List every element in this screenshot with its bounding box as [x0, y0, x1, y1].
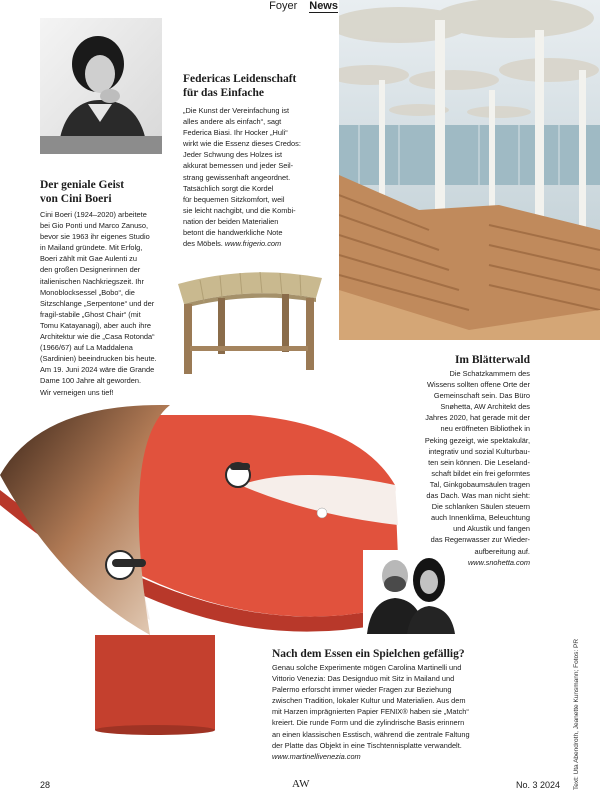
library-text: Die Schatzkammern des Wissens sollten offene Orte der Gemeinschaft sein. Das Büro Snøhetta, AW Architekt des Jahres 2020, hat gerade mit der neu eröffneten Bibliothek in Peking gezeigt, wie spektakulär, integrativ und sozial Kulturbau- ten sein können. Die Leseland- schaft bildet ein frei geformtes Tal, Ginkgobaumsäulen tragen das Dach. Was man nicht sieht: Die schlanken Säulen steuern auch Innenklima, Beleuchtung und Akustik und fangen das Regenwasser zur Wieder- aufbereitung auf.: [424, 369, 530, 556]
essen-link[interactable]: www.martinellivenezia.com: [272, 751, 361, 761]
library-interior-photo: [339, 0, 600, 340]
essen-text: Genau solche Experimente mögen Carolina Martinelli und Vittorio Venezia: Das Designduo mit Sitz in Mailand und Palermo erforscht immer wieder Fragen zur Beziehung zwischen Tradition, lokaler Kultur und Materialien. Aus dem mit Harzen imprägnierten Papier FENIX® haben sie „Match“ kreiert. Die runde Form und die zylindrische Basis erinnern an einen klassischen Esstisch, während die zentrale Faltung der Platte das Objekt in eine Tischtennisplatte verwandelt.: [272, 663, 470, 750]
frigerio-heading: Federicas Leidenschaft für das Einfache: [183, 73, 297, 99]
boeri-article-text: Cini Boeri (1924–2020) arbeitete bei Gio Ponti und Marco Zanuso, bevor sie 1963 ihr eigenes Studio in Mailand gründete. Mit Erfolg, Boeri zählt mit Gae Aulenti zu den großen Designerinnen der italienischen Nachkriegszeit. Ihr Monoblocksessel „Bobo“, die Sitzschlange „Serpentone“ und der fragil-stabile „Ghost Chair“ (mit Tomu Katayanagi), aber auch ihre Architektur wie die „Casa Rotonda“ (1966/67) auf La Maddalena (Sardinien) beeindrucken bis heute. Am 19. Juni 2024 wäre die Grande Dame 100 Jahre alt geworden. Wir verneigen uns tief!: [40, 210, 157, 397]
library-link[interactable]: www.snohetta.com: [467, 557, 530, 567]
huli-stool-photo: [170, 258, 330, 378]
library-heading: Im Blätterwald: [454, 354, 530, 366]
nav-foyer: Foyer: [269, 0, 298, 12]
frigerio-link[interactable]: www.frigerio.com: [224, 239, 282, 249]
essen-article-text: [272, 662, 534, 762]
page-number: 28: [40, 780, 51, 790]
photo-credit: Text: Uta Abendroth, Jeanette Kunsmann; Fotos: PR: [573, 638, 580, 790]
magazine-logo: AW: [292, 778, 310, 790]
nav-news: News: [309, 0, 338, 12]
essen-heading: Nach dem Essen ein Spielchen gefällig?: [272, 648, 465, 660]
issue-number: No. 3 2024: [515, 780, 560, 790]
section-nav: [269, 0, 338, 13]
designers-portrait-photo: [363, 550, 457, 634]
boeri-heading: Der geniale Geist von Cini Boeri: [40, 179, 125, 205]
frigerio-article-text: [183, 105, 343, 249]
boeri-portrait-photo: [40, 18, 162, 154]
frigerio-text: „Die Kunst der Vereinfachung ist alles andere als einfach“, sagt Federica Biasi. Ihr Hocker „Huli“ wirkt wie die Essenz dieses Credos: Jeder Schwung des Holzes ist akkurat bemessen und jeder Seil- strang gewissenhaft angeordnet. Tatsächlich sorgt die Kordel für bequemen Sitzkomfort, weil sie leicht nachgibt, und die Kombi- nation der beiden Materialien betont die handwerkliche Note des Möbels.: [183, 106, 301, 249]
